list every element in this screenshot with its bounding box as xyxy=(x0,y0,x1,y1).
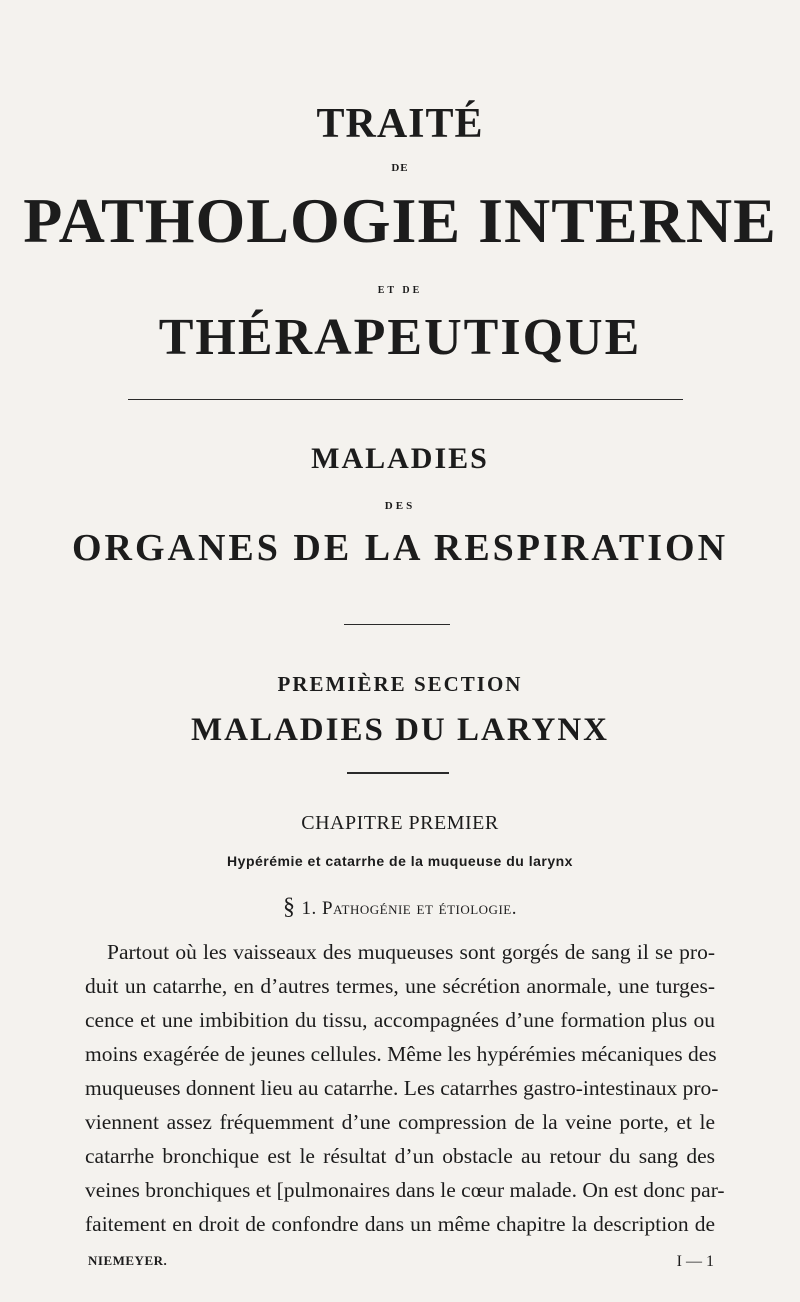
title-divider xyxy=(128,399,683,400)
section-number: PREMIÈRE SECTION xyxy=(277,672,523,696)
footer-signature: I — 1 xyxy=(676,1253,714,1270)
title-de: DE xyxy=(391,162,409,174)
title-et-de: ET DE xyxy=(377,285,423,296)
section-title: MALADIES DU LARYNX xyxy=(190,712,610,748)
body-line: cence et une imbibition du tissu, accompagnées d’une formation plus ou xyxy=(85,1008,715,1032)
section-divider xyxy=(347,772,449,774)
body-line: veines bronchiques et [pulmonaires dans le cœur malade. On est donc par- xyxy=(85,1178,725,1202)
body-line: catarrhe bronchique est le résultat d’un obstacle au retour du sang des xyxy=(85,1144,715,1168)
footer-author: NIEMEYER. xyxy=(88,1253,168,1268)
paragraph-number: 1. xyxy=(301,898,317,919)
title-traite: TRAITÉ xyxy=(316,101,484,147)
subject-organes: ORGANES DE LA RESPIRATION xyxy=(71,527,729,569)
paragraph-title: Pathogénie et étiologie. xyxy=(322,898,517,919)
body-line: faitement en droit de confondre dans un même chapitre la description de xyxy=(85,1212,715,1236)
title-pathologie-interne: PATHOLOGIE INTERNE xyxy=(23,185,777,256)
subject-des: DES xyxy=(384,500,416,512)
body-line: viennent assez fréquemment d’une compression de la veine porte, et le xyxy=(85,1110,715,1134)
subject-maladies: MALADIES xyxy=(311,442,489,475)
chapter-title: Hypérémie et catarrhe de la muqueuse du larynx xyxy=(227,853,573,869)
subject-divider xyxy=(344,624,450,625)
body-line: Partout où les vaisseaux des muqueuses sont gorgés de sang il se pro- xyxy=(107,940,715,964)
body-line: muqueuses donnent lieu au catarrhe. Les catarrhes gastro-intestinaux pro- xyxy=(85,1076,719,1100)
chapter-number: CHAPITRE PREMIER xyxy=(301,812,499,834)
paragraph-heading xyxy=(0,894,800,921)
body-line: moins exagérée de jeunes cellules. Même les hypérémies mécaniques des xyxy=(85,1042,717,1066)
title-therapeutique: THÉRAPEUTIQUE xyxy=(158,309,642,366)
section-sign: § xyxy=(283,894,296,920)
body-line: duit un catarrhe, en d’autres termes, une sécrétion anormale, une turges- xyxy=(85,974,715,998)
